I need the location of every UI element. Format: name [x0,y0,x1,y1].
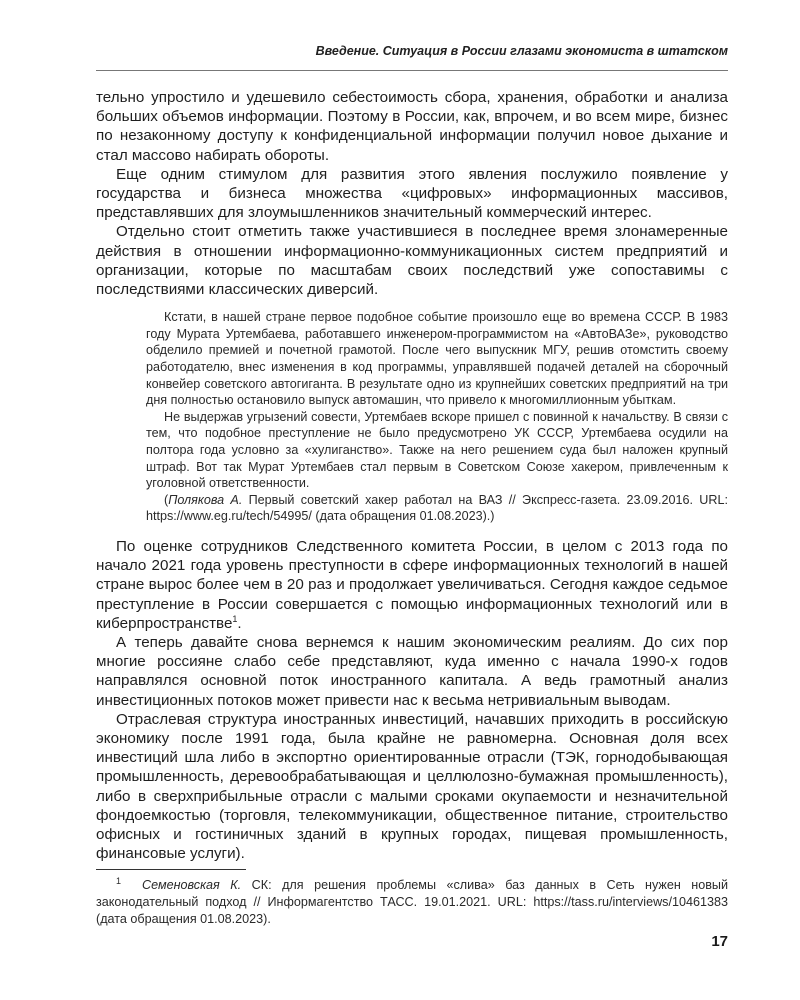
quote-reference-author: Полякова А. [168,492,243,507]
quote-reference-open: ( [164,492,169,507]
quote-block [146,309,728,525]
footnote-text: СК: для решения проблемы «слива» баз данных в Сеть нужен новый законодательный подход // Информагентство ТАСС. 19.01.2021. URL: https://tass.ru/interviews/10461383 (дата обращения 01.08.2023). [96,878,728,926]
footnote-mark: 1 [232,613,238,624]
paragraph: Отраслевая структура иностранных инвестиций, начавших приходить в российскую экономику после 1991 года, была крайне не равномерна. Основная доля всех инвестиций шла либо в экспортно ориентированные отрасли (ТЭК, горнодобывающая промышленность, деревообрабатывающая и целлюлозно-бумажная промышленность), либо в сверхприбыльные отрасли с малыми сроками окупаемости и незначительной фондоемкостью (торговля, телекоммуникации, общественное питание, строительство офисных и гостиничных зданий в крупных городах, пищевая промышленность, финансовые услуги). [96,710,728,863]
body-text [96,88,728,863]
footnote-rule [96,869,246,870]
paragraph: А теперь давайте снова вернемся к нашим экономическим реалиям. До сих пор многие россияне слабо себе представляют, куда именно с начала 1990-х годов направлялся основной поток иностранного капитала. А ведь грамотный анализ инвестиционных потоков может привести нас к весьма нетривиальным выводам. [96,633,728,709]
page-number: 17 [711,933,728,950]
quote-reference-text: Первый советский хакер работал на ВАЗ // Экспресс-газета. 23.09.2016. URL: https://www.eg.ru/tech/54995/ (дата обращения 01.08.2023).) [146,492,728,524]
paragraph [96,537,728,633]
running-header: Введение. Ситуация в России глазами экономиста в штатском [315,44,728,58]
paragraph-text: По оценке сотрудников Следственного комитета России, в целом с 2013 года по начало 2021 года уровень преступности в сфере информационных технологий в нашей стране вырос более чем в 20 раз и продолжает увеличиваться. Сегодня каждое седьмое преступление в России совершается с помощью информационных технологий или в киберпространстве [96,537,728,632]
quote-paragraph: Не выдержав угрызений совести, Уртембаев вскоре пришел с повинной к начальству. В связи с тем, что подобное преступление не было предусмотрено УК СССР, Уртембаева осудили на полтора года условно за «хулиганство». Также на него решением суда был наложен крупный штраф. Вот так Мурат Уртембаев стал первым в Советском Союзе хакером, привлеченным к уголовной ответственности. [146,409,728,491]
paragraph-continuation: тельно упростило и удешевило себестоимость сбора, хранения, обработки и анализа больших объемов информации. Поэтому в России, как, впрочем, и во всем мире, бизнес по незаконному доступу к конфиденциальной информации получил новое дыхание и стал массово набирать обороты. [96,89,728,164]
footnote [96,877,728,928]
header-rule [96,70,728,71]
footnote-number: 1 [116,875,122,886]
footnote-author: Семеновская К. [141,878,242,892]
quote-paragraph: Кстати, в нашей стране первое подобное событие произошло еще во времена СССР. В 1983 году Мурата Уртембаева, работавшего инженером-программистом на «АвтоВАЗе», руководство обделило премией и почетной грамотой. После чего выпускник МГУ, решив отомстить своему работодателю, внес изменения в код программы, управлявшей подачей деталей на сборочный конвейер советского автогиганта. В результате одно из крупнейших советских предприятий на три дня полностью остановило выпуск автомашин, что привело к многомиллионным убыткам. [146,310,728,408]
quote-reference [146,492,728,525]
paragraph: Отдельно стоит отметить также участившиеся в последнее время злонамеренные действия в отношении информационно-коммуникационных систем предприятий и организации, которые по масштабам своих последствий уже сопоставимы с последствиями классических диверсий. [96,223,728,299]
paragraph: Еще одним стимулом для развития этого явления послужило появление у государства и бизнеса множества «цифровых» информационных массивов, представлявших для злоумышленников значительный коммерческий интерес. [96,165,728,222]
paragraph-end: . [237,614,242,632]
